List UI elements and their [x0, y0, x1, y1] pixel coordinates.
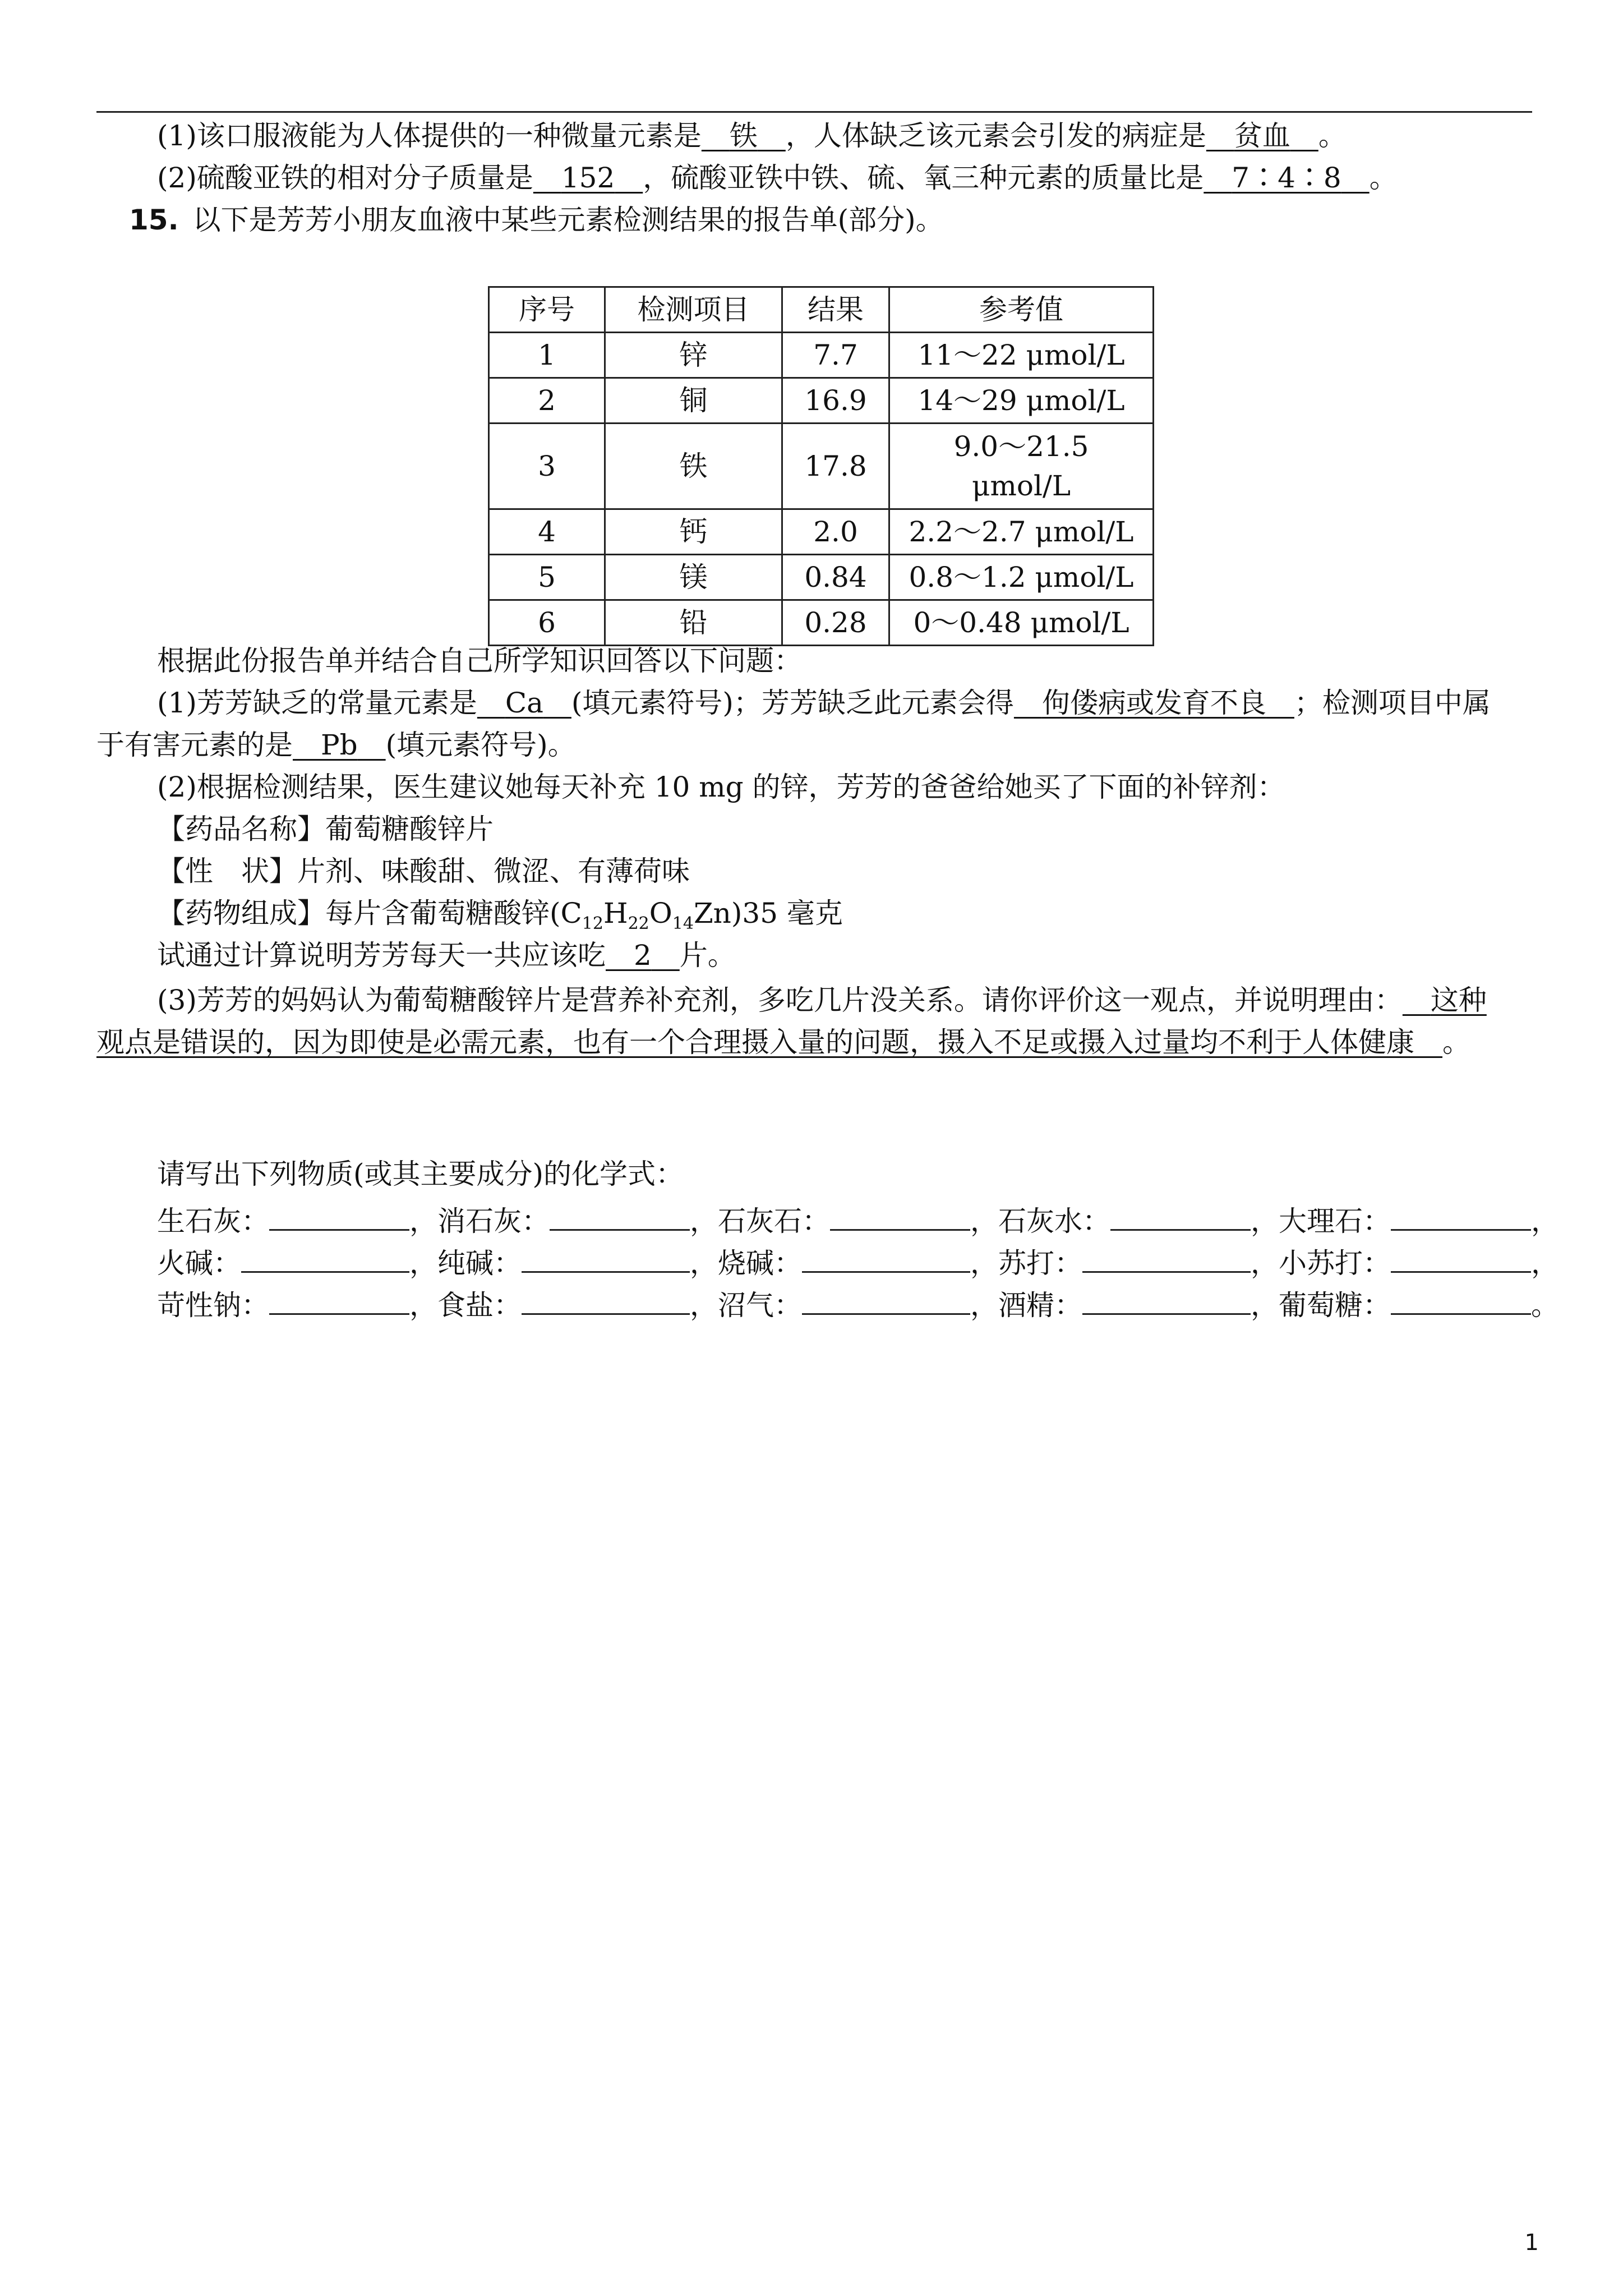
- q15-part1-line2: 于有害元素的是 Pb (填元素符号)。: [96, 729, 576, 761]
- page-number: 1: [1524, 2230, 1539, 2256]
- formula-intro: 请写出下列物质(或其主要成分)的化学式：: [157, 1158, 684, 1190]
- q15-heading: 15. 以下是芳芳小朋友血液中某些元素检测结果的报告单(部分)。: [129, 204, 944, 236]
- answer-blank[interactable]: [802, 1285, 970, 1315]
- header-result: 结果: [782, 287, 889, 333]
- answer-blank[interactable]: [830, 1201, 970, 1231]
- formula-row-1: 生石灰： ，消石灰： ，石灰石： ，石灰水： ，大理石： ，: [157, 1201, 1559, 1239]
- report-table: [488, 286, 1154, 646]
- formula-row-2: 火碱： ，纯碱： ，烧碱： ，苏打： ，小苏打： ，: [157, 1243, 1559, 1281]
- answer-blank[interactable]: [269, 1201, 409, 1231]
- header-reference: 参考值: [889, 287, 1154, 333]
- q15-instruction: 根据此份报告单并结合自己所学知识回答以下问题：: [157, 645, 802, 677]
- answer-blank[interactable]: [269, 1285, 409, 1315]
- answer-blank[interactable]: [1391, 1285, 1531, 1315]
- answer-blank[interactable]: [1110, 1201, 1251, 1231]
- answer-blank[interactable]: [550, 1201, 690, 1231]
- answer-blank[interactable]: [802, 1243, 970, 1273]
- reference-cell: 9.0～21.5 μmol/L: [889, 424, 1154, 509]
- answer-opinion-rest: 观点是错误的，因为即使是必需元素，也有一个合理摄入量的问题，摄入不足或摄入过量均不利于人体健康: [96, 1026, 1414, 1059]
- header-item: 检测项目: [605, 287, 782, 333]
- answer-opinion-start: 这种: [1430, 984, 1487, 1016]
- top-rule: [96, 111, 1532, 113]
- drug-name: 【药品名称】葡萄糖酸锌片: [157, 813, 494, 845]
- table-row: 1 锌 7.7 11～22 μmol/L: [489, 333, 1154, 378]
- answer-blank[interactable]: [1082, 1243, 1251, 1273]
- answer-blank[interactable]: [522, 1243, 690, 1273]
- answer-molar-mass: 152: [561, 162, 615, 194]
- table-row: 3 铁 17.8 9.0～21.5 μmol/L: [489, 424, 1154, 509]
- q15-part3-line2: 观点是错误的，因为即使是必需元素，也有一个合理摄入量的问题，摄入不足或摄入过量均不利于人体健康 。: [96, 1026, 1470, 1059]
- table-row: 2 铜 16.9 14～29 μmol/L: [489, 378, 1154, 424]
- answer-tablets: 2: [634, 939, 652, 972]
- table-header-row: [489, 287, 1154, 333]
- q15-part3-line1: (3)芳芳的妈妈认为葡萄糖酸锌片是营养补充剂，多吃几片没关系。请你评价这一观点，并说明理由： 这种: [157, 984, 1487, 1016]
- answer-rickets: 佝偻病或发育不良: [1041, 687, 1266, 719]
- answer-blank[interactable]: [1391, 1201, 1531, 1231]
- table-row: 4 钙 2.0 2.2～2.7 μmol/L: [489, 509, 1154, 555]
- answer-anemia: 贫血: [1234, 119, 1290, 152]
- answer-blank[interactable]: [522, 1285, 690, 1315]
- header-number: 序号: [489, 287, 605, 333]
- table-row: 5 镁 0.84 0.8～1.2 μmol/L: [489, 555, 1154, 600]
- answer-mass-ratio: 7∶4∶8: [1232, 162, 1341, 194]
- q14-part1: (1)该口服液能为人体提供的一种微量元素是 铁 ，人体缺乏该元素会引发的病症是 贫血 。: [157, 119, 1347, 152]
- answer-blank[interactable]: [241, 1243, 409, 1273]
- q15-part1-line1: (1)芳芳缺乏的常量元素是 Ca (填元素符号)；芳芳缺乏此元素会得 佝偻病或发育不良 ；检测项目中属: [157, 687, 1491, 719]
- answer-blank[interactable]: [1391, 1243, 1531, 1273]
- question-number: 15.: [129, 204, 179, 236]
- answer-calcium: Ca: [505, 687, 543, 719]
- table-row: 6 铅 0.28 0～0.48 μmol/L: [489, 600, 1154, 646]
- answer-lead: Pb: [321, 729, 358, 761]
- q15-part2-ask: 试通过计算说明芳芳每天一共应该吃 2 片。: [157, 939, 736, 972]
- formula-row-3: 苛性钠： ，食盐： ，沼气： ，酒精： ，葡萄糖： 。: [157, 1285, 1559, 1323]
- answer-blank[interactable]: [1082, 1285, 1251, 1315]
- q14-part2: (2)硫酸亚铁的相对分子质量是 152 ，硫酸亚铁中铁、硫、氧三种元素的质量比是 7∶4∶8 。: [157, 162, 1398, 194]
- drug-composition: 【药物组成】每片含葡萄糖酸锌$(C_{12}H_{22}O_{14}Zn)35$ 毫克: [157, 897, 843, 933]
- drug-properties: 【性 状】片剂、味酸甜、微涩、有薄荷味: [157, 855, 690, 887]
- q15-part2-line: (2)根据检测结果，医生建议她每天补充 10 mg 的锌，芳芳的爸爸给她买了下面的补锌剂：: [157, 771, 1285, 803]
- answer-iron: 铁: [729, 119, 758, 152]
